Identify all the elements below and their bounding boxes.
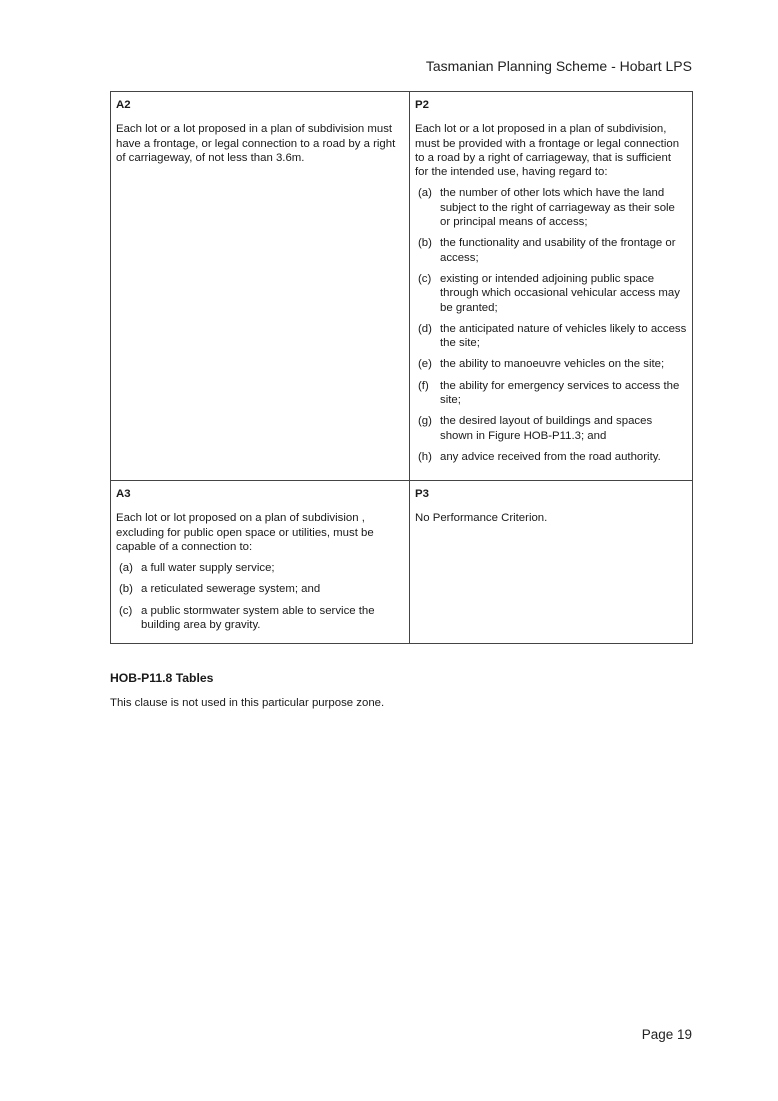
clause-text: No Performance Criterion. [415, 512, 548, 525]
item-letter: (b) [418, 237, 432, 250]
list-item [116, 604, 404, 633]
item-text: the ability to manoeuvre vehicles on the site; [440, 358, 665, 371]
clause-code: P3 [415, 488, 429, 500]
list-item [415, 322, 687, 351]
list-item [415, 357, 687, 371]
section-text: This clause is not used in this particular purpose zone. [110, 697, 385, 709]
item-letter: (g) [418, 415, 432, 428]
item-text: the ability for emergency services to access the site; [440, 379, 680, 407]
standards-table [110, 91, 693, 644]
section-heading: HOB-P11.8 Tables [110, 671, 214, 685]
table-row [111, 92, 693, 481]
item-text: the number of other lots which have the land subject to the right of carriageway as their sole or principal means of access; [440, 187, 675, 229]
list-item [415, 379, 687, 408]
list-item [116, 582, 404, 596]
item-text: the desired layout of buildings and spaces shown in Figure HOB-P11.3; and [440, 415, 653, 442]
item-text: the anticipated nature of vehicles likely to access the site; [440, 322, 687, 350]
clause-code: P2 [415, 99, 429, 111]
clause-code: A3 [116, 488, 131, 500]
document-header: Tasmanian Planning Scheme - Hobart LPS [425, 58, 692, 74]
list-item [415, 450, 687, 464]
clause-code: A2 [116, 99, 131, 111]
item-letter: (b) [119, 583, 133, 596]
page-number: Page 19 [641, 1027, 692, 1042]
clause-text: Each lot or a lot proposed in a plan of subdivision, must be provided with a frontage or legal connection to a road by a right of carriageway, that is sufficient for the intended use, having regard to: [415, 123, 680, 179]
list-item [415, 186, 687, 229]
item-text: a public stormwater system able to service the building area by gravity. [141, 604, 375, 632]
criteria-list [415, 186, 687, 464]
clause-text: Each lot or lot proposed on a plan of subdivision , excluding for public open space or utilities, must be capable of a connection to: [116, 512, 374, 553]
item-letter: (f) [418, 379, 429, 392]
item-letter: (a) [418, 187, 432, 200]
list-item [415, 414, 687, 443]
list-item [415, 236, 687, 265]
item-text: existing or intended adjoining public space through which occasional vehicular access may be granted; [440, 272, 680, 314]
acceptable-solution-cell [111, 481, 410, 644]
item-letter: (d) [418, 322, 432, 335]
item-letter: (c) [119, 604, 133, 617]
item-text: a full water supply service; [141, 562, 275, 575]
acceptable-solution-cell [111, 92, 410, 481]
item-letter: (h) [418, 450, 432, 463]
item-letter: (c) [418, 272, 432, 285]
performance-criteria-cell [410, 481, 693, 644]
item-text: the functionality and usability of the frontage or access; [440, 237, 676, 264]
item-letter: (a) [119, 562, 133, 575]
item-text: any advice received from the road authority. [440, 450, 661, 463]
list-item [116, 561, 404, 575]
clause-text: Each lot or a lot proposed in a plan of subdivision must have a frontage, or legal connection to a road by a right of carriageway, of not less than 3.6m. [116, 123, 396, 164]
table-row [111, 481, 693, 644]
item-text: a reticulated sewerage system; and [141, 583, 321, 596]
list-item [415, 272, 687, 315]
performance-criteria-cell [410, 92, 693, 481]
item-letter: (e) [418, 358, 432, 371]
requirements-list [116, 561, 404, 632]
